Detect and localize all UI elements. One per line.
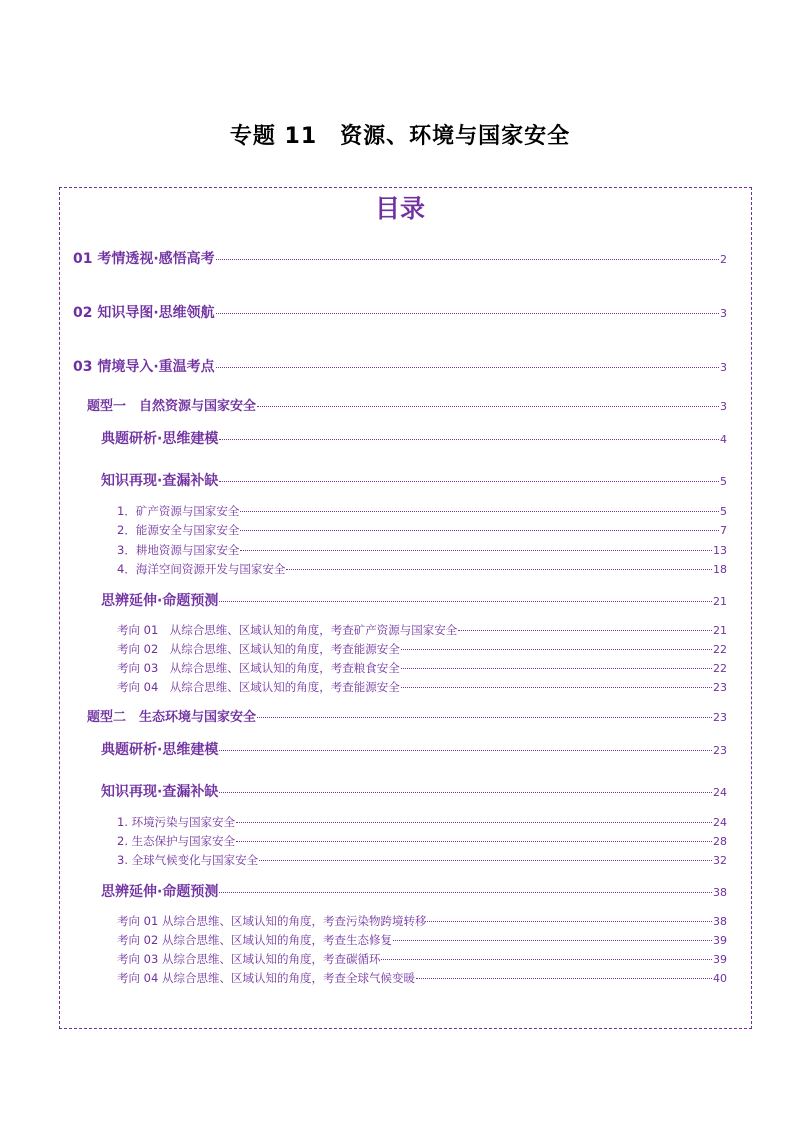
- toc-entry-label: 考向 01 从综合思维、区域认知的角度，考查矿产资源与国家安全: [117, 623, 458, 637]
- toc-entry-label: 考向 01 从综合思维、区域认知的角度，考查污染物跨境转移: [117, 914, 427, 928]
- toc-entry-page: 21: [713, 595, 727, 608]
- toc-entry[interactable]: [117, 522, 727, 538]
- toc-entry-label: 思辨延伸·命题预测: [101, 593, 219, 609]
- dot-leader: [240, 511, 719, 512]
- toc-entry-page: 23: [713, 711, 727, 724]
- toc-entry-page: 2: [720, 253, 727, 266]
- toc-entry-label: 考向 04 从综合思维、区域认知的角度，考查能源安全: [117, 680, 400, 694]
- toc-entry-page: 4: [720, 433, 727, 446]
- toc-entry-label: 知识再现·查漏补缺: [101, 784, 219, 800]
- toc-entry-page: 3: [720, 361, 727, 374]
- toc-entry[interactable]: [117, 660, 727, 676]
- toc-entry[interactable]: [101, 881, 727, 901]
- toc-entry-page: 24: [713, 816, 727, 829]
- toc-entry[interactable]: [117, 833, 727, 849]
- toc-entry[interactable]: [101, 590, 727, 610]
- toc-entry-label: 3．耕地资源与国家安全: [117, 543, 240, 557]
- toc-entry[interactable]: [117, 970, 727, 986]
- toc-entry-page: 38: [713, 915, 727, 928]
- toc-entry-page: 5: [720, 505, 727, 518]
- dot-leader: [257, 717, 712, 718]
- toc-entry-page: 22: [713, 643, 727, 656]
- toc-entry-page: 3: [720, 307, 727, 320]
- dot-leader: [401, 649, 712, 650]
- toc-entry-page: 40: [713, 972, 727, 985]
- dot-leader: [240, 530, 719, 531]
- toc-entry-label: 题型二 生态环境与国家安全: [87, 710, 257, 725]
- toc-entry-label: 2. 生态保护与国家安全: [117, 834, 236, 848]
- dot-leader: [219, 792, 712, 793]
- toc-entry-label: 01 考情透视·感悟高考: [73, 251, 215, 267]
- toc-entry[interactable]: [117, 503, 727, 519]
- dot-leader: [401, 668, 712, 669]
- toc-entry-label: 考向 04 从综合思维、区域认知的角度，考查全球气候变暖: [117, 971, 415, 985]
- toc-entry[interactable]: [101, 428, 727, 448]
- toc-entry[interactable]: [73, 248, 727, 268]
- dot-leader: [427, 921, 712, 922]
- dot-leader: [236, 822, 712, 823]
- dot-leader: [219, 601, 712, 602]
- toc-entry-page: 24: [713, 786, 727, 799]
- toc-entry-page: 5: [720, 475, 727, 488]
- toc-entry-label: 1．矿产资源与国家安全: [117, 504, 240, 518]
- toc-entry[interactable]: [117, 561, 727, 577]
- toc-entry-page: 3: [720, 400, 727, 413]
- toc-entry-label: 题型一 自然资源与国家安全: [87, 399, 257, 414]
- dot-leader: [216, 367, 719, 368]
- toc-entry-label: 2．能源安全与国家安全: [117, 523, 240, 537]
- toc-heading: 目录: [374, 194, 425, 223]
- toc-entry-page: 39: [713, 953, 727, 966]
- dot-leader: [286, 569, 712, 570]
- toc-entry-page: 38: [713, 886, 727, 899]
- dot-leader: [259, 860, 712, 861]
- toc-entry-page: 21: [713, 624, 727, 637]
- toc-entry[interactable]: [117, 852, 727, 868]
- dot-leader: [219, 481, 719, 482]
- toc-entry-label: 4．海洋空间资源开发与国家安全: [117, 562, 286, 576]
- toc-entry[interactable]: [73, 356, 727, 376]
- toc-entry[interactable]: [101, 739, 727, 759]
- toc-entry-label: 知识再现·查漏补缺: [101, 473, 219, 489]
- toc-entry[interactable]: [87, 706, 727, 725]
- toc-entry[interactable]: [117, 913, 727, 929]
- toc-entry[interactable]: [117, 932, 727, 948]
- toc-entry[interactable]: [101, 781, 727, 801]
- toc-entry-page: 7: [720, 524, 727, 537]
- toc-entry-label: 典题研析·思维建模: [101, 742, 219, 758]
- dot-leader: [393, 940, 712, 941]
- toc-entry[interactable]: [101, 470, 727, 490]
- toc-entry-label: 考向 03 从综合思维、区域认知的角度，考查碳循环: [117, 952, 381, 966]
- toc-entry[interactable]: [117, 679, 727, 695]
- dot-leader: [219, 892, 712, 893]
- toc-entry-page: 22: [713, 662, 727, 675]
- toc-entry-label: 思辨延伸·命题预测: [101, 884, 219, 900]
- dot-leader: [381, 959, 712, 960]
- toc-entry[interactable]: [117, 622, 727, 638]
- toc-entry-page: 13: [713, 544, 727, 557]
- toc-entry-page: 23: [713, 744, 727, 757]
- toc-entry[interactable]: [117, 542, 727, 558]
- toc-entry-label: 02 知识导图·思维领航: [73, 305, 215, 321]
- dot-leader: [257, 406, 719, 407]
- toc-entry-label: 考向 03 从综合思维、区域认知的角度，考查粮食安全: [117, 661, 400, 675]
- toc-entry-label: 1. 环境污染与国家安全: [117, 815, 236, 829]
- toc-entry-label: 典题研析·思维建模: [101, 431, 219, 447]
- toc-entry-page: 23: [713, 681, 727, 694]
- toc-entry-page: 32: [713, 854, 727, 867]
- dot-leader: [240, 550, 712, 551]
- dot-leader: [219, 439, 719, 440]
- dot-leader: [216, 259, 719, 260]
- toc-entry-label: 考向 02 从综合思维、区域认知的角度，考查生态修复: [117, 933, 392, 947]
- toc-entry[interactable]: [117, 951, 727, 967]
- toc-entry-page: 18: [713, 563, 727, 576]
- toc-entry-label: 考向 02 从综合思维、区域认知的角度，考查能源安全: [117, 642, 400, 656]
- toc-entry-page: 39: [713, 934, 727, 947]
- toc-entry-label: 3. 全球气候变化与国家安全: [117, 853, 259, 867]
- toc-entry-label: 03 情境导入·重温考点: [73, 359, 215, 375]
- dot-leader: [458, 630, 712, 631]
- dot-leader: [236, 841, 712, 842]
- dot-leader: [219, 750, 712, 751]
- toc-entry-page: 28: [713, 835, 727, 848]
- document-title: 专题 11 资源、环境与国家安全: [229, 124, 571, 149]
- dot-leader: [216, 313, 719, 314]
- dot-leader: [416, 978, 712, 979]
- toc-entry[interactable]: [117, 641, 727, 657]
- dot-leader: [401, 687, 712, 688]
- toc-entry[interactable]: [73, 302, 727, 322]
- toc-entry[interactable]: [117, 814, 727, 830]
- toc-entry[interactable]: [87, 395, 727, 414]
